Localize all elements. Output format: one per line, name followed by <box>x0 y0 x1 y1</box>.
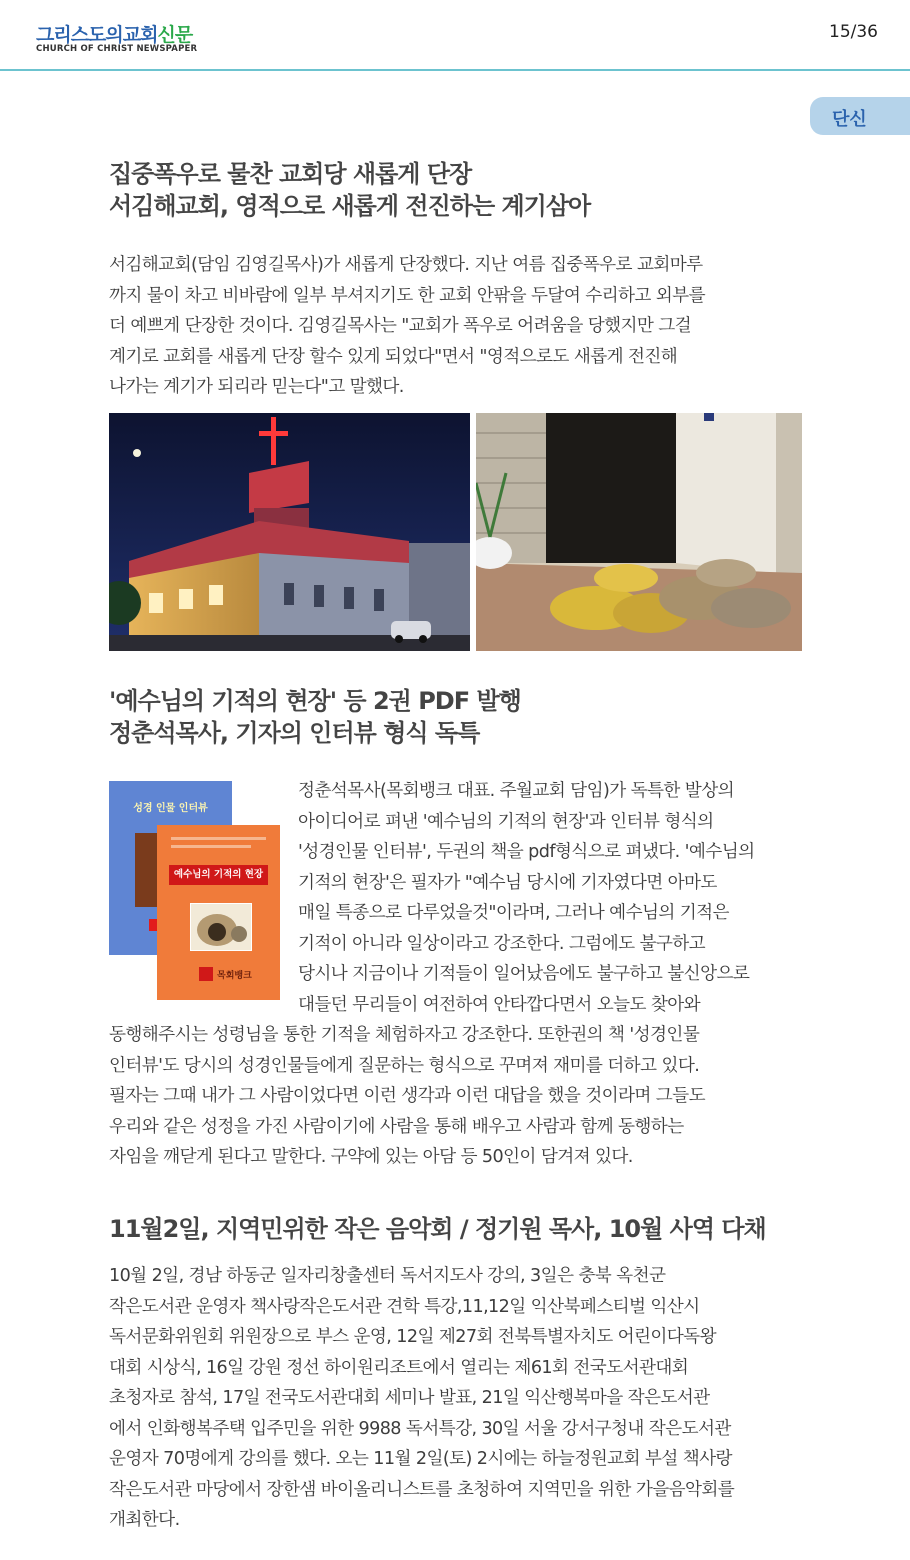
article3-body <box>109 1261 734 1536</box>
article3-body-line: 작은도서관 운영자 책사랑작은도서관 견학 특강,11,12일 익산북페스티벌 익산시 <box>109 1296 700 1317</box>
article1-body-line: 계기로 교회를 새롭게 단장 할수 있게 되었다"면서 "영적으로도 새롭게 전진해 <box>109 346 678 367</box>
article3-body-line: 대회 시상식, 16일 강원 정선 하이원리조트에서 열리는 제61회 전국도서관대회 <box>109 1357 689 1378</box>
tomb-icon <box>191 904 251 950</box>
article3-body-line: 작은도서관 마당에서 장한샘 바이올리니스트를 초청하여 지역민을 위한 가을음악회를 <box>109 1479 735 1500</box>
page-header <box>0 0 910 71</box>
book2-subtitle-line <box>171 845 251 848</box>
article2-headline-line2: 정춘석목사, 기자의 인터뷰 형식 독특 <box>109 719 480 747</box>
article3-headline <box>109 1213 766 1245</box>
article2-body-line: 기적의 현장'은 필자가 "예수님 당시에 기자였다면 아마도 <box>298 872 717 893</box>
article3-body-line: 에서 인화행복주택 입주민을 위한 9988 독서특강, 30일 서울 강서구청내 작은도서관 <box>109 1418 731 1439</box>
article1-body-line: 서김해교회(담임 김영길목사)가 새롭게 단장했다. 지난 여름 집중폭우로 교회마루 <box>109 255 703 275</box>
article3-body-line: 개최한다. <box>109 1510 180 1530</box>
article3-body-line: 10월 2일, 경남 하동군 일자리창출센터 독서지도사 강의, 3일은 충북 옥천군 <box>109 1266 666 1286</box>
section-tag <box>810 97 910 135</box>
article1-headline-line1: 집중폭우로 물찬 교회당 새롭게 단장 <box>109 160 472 188</box>
book2-title: 예수님의 기적의 현장 <box>169 865 268 885</box>
book1-title: 성경 인물 인터뷰 <box>133 803 208 814</box>
article1-body-line: 더 예쁘게 단장한 것이다. 김영길목사는 "교회가 폭우로 어려움을 당했지만 그걸 <box>109 316 692 336</box>
article2-body-line: 필자는 그때 내가 그 사람이었다면 이런 생각과 이런 대답을 했을 것이라며 그들도 <box>109 1086 705 1106</box>
article2-body-line: 동행해주시는 성령님을 통한 기적을 체험하자고 강조한다. 또한권의 책 '성경인물 <box>109 1025 700 1045</box>
article1-body-line: 까지 물이 차고 비바람에 일부 부셔지기도 한 교회 안팎을 두달여 수리하고 외부를 <box>109 285 705 306</box>
article2-body-right <box>298 776 754 1020</box>
church-night-photo <box>109 413 470 651</box>
article2-body-line: '성경인물 인터뷰', 두권의 책을 pdf형식으로 펴냈다. '예수님의 <box>298 842 755 862</box>
article1-body-line: 나가는 계기가 되리라 믿는다"고 말했다. <box>109 377 404 397</box>
book2-publisher-mark <box>199 967 213 981</box>
article2-headline <box>109 685 521 749</box>
book2-subtitle-line <box>171 837 266 840</box>
article2-body-line: 기적이 아니라 일상이라고 강조한다. 그럼에도 불구하고 <box>298 933 706 954</box>
article3-body-line: 운영자 70명에게 강의를 했다. 오는 11월 2일(토) 2시에는 하늘정원교회 부설 책사랑 <box>109 1449 732 1469</box>
article2-body-line: 우리와 같은 성정을 가진 사람이기에 사람을 통해 배우고 사람과 함께 동행하는 <box>109 1116 684 1137</box>
article3-body-line: 독서문화위원회 위원장으로 부스 운영, 12일 제27회 전북특별자치도 어린이다독왕 <box>109 1327 716 1347</box>
article2-body-line: 자임을 깨닫게 된다고 말한다. 구약에 있는 아담 등 50인이 담겨져 있다. <box>109 1147 633 1167</box>
article2-body-line: 아이디어로 펴낸 '예수님의 기적의 현장'과 인터뷰 형식의 <box>298 811 714 832</box>
article1-headline <box>109 158 590 222</box>
article2-body-line: 정춘석목사(목회뱅크 대표. 주월교회 담임)가 독특한 발상의 <box>298 781 734 801</box>
article3-headline-line: 11월2일, 지역민위한 작은 음악회 / 정기원 목사, 10월 사역 다채 <box>109 1215 766 1243</box>
flood-damage-photo <box>476 413 802 651</box>
flood-damage-illustration <box>476 413 802 651</box>
section-tag-label: 단신 <box>832 109 867 130</box>
article2-body-line: 대들던 무리들이 여전하여 안타깝다면서 오늘도 찾아와 <box>298 994 701 1015</box>
article2-body-line: 인터뷰'도 당시의 성경인물들에게 질문하는 형식으로 꾸며져 재미를 더하고 있다. <box>109 1055 700 1076</box>
newspaper-logo <box>36 20 192 47</box>
article1-body <box>109 250 705 403</box>
logo-subtitle: CHURCH OF CHRIST NEWSPAPER <box>36 44 198 54</box>
logo-accent-text: 신문 <box>157 24 193 46</box>
book-cover-miracle-site <box>157 825 280 1000</box>
article2-body-line: 당시나 지금이나 기적들이 일어났음에도 불구하고 불신앙으로 <box>298 964 750 984</box>
church-night-illustration <box>109 413 470 651</box>
article3-body-line: 초청자로 참석, 17일 전국도서관대회 세미나 발표, 21일 익산행복마을 작은도서관 <box>109 1388 710 1408</box>
page-number: 15/36 <box>829 22 878 42</box>
book2-illustration <box>190 903 252 951</box>
article2-body-line: 매일 특종으로 다루었을것"이라며, 그러나 예수님의 기적은 <box>298 903 729 923</box>
book2-publisher: 목회뱅크 <box>217 971 252 981</box>
logo-main-text: 그리스도의교회 <box>36 24 158 46</box>
article2-body-full <box>109 1020 705 1173</box>
article2-headline-line1: '예수님의 기적의 현장' 등 2권 PDF 발행 <box>109 687 521 715</box>
article1-headline-line2: 서김해교회, 영적으로 새롭게 전진하는 계기삼아 <box>109 192 591 220</box>
